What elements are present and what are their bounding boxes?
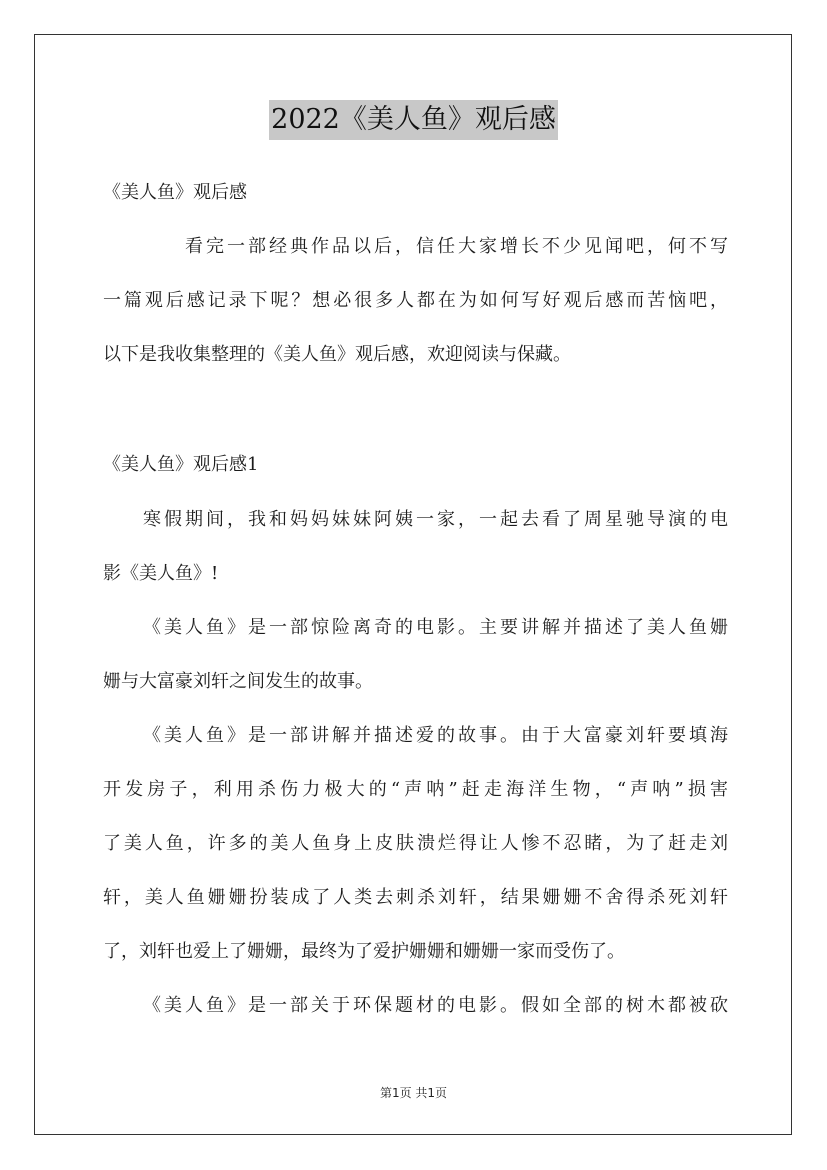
paragraph-line: 了，刘轩也爱上了姗姗，最终为了爱护姗姗和姗姗一家而受伤了。	[103, 941, 625, 962]
paragraph-line: 开发房子，利用杀伤力极大的“声呐”赶走海洋生物，“声呐”损害	[103, 779, 728, 800]
paragraph-line: 《美人鱼》是一部关于环保题材的电影。假如全部的树木都被砍	[143, 995, 728, 1016]
paragraph-line: 了美人鱼，许多的美人鱼身上皮肤溃烂得让人惨不忍睹，为了赶走刘	[103, 833, 728, 854]
paragraph-line: 轩，美人鱼姗姗扮装成了人类去刺杀刘轩，结果姗姗不舍得杀死刘轩	[103, 887, 728, 908]
paragraph-line: 看完一部经典作品以后，信任大家增长不少见闻吧，何不写	[185, 236, 728, 257]
paragraph-line: 寒假期间，我和妈妈妹妹阿姨一家，一起去看了周星驰导演的电	[143, 509, 728, 530]
paragraph-line: 《美人鱼》是一部讲解并描述爱的故事。由于大富豪刘轩要填海	[143, 725, 728, 746]
document-subtitle: 《美人鱼》观后感	[103, 182, 247, 203]
paragraph-line: 姗与大富豪刘轩之间发生的故事。	[103, 671, 373, 692]
title-container	[0, 100, 827, 140]
page-footer: 第1页 共1页	[379, 1086, 448, 1100]
paragraph-line: 一篇观后感记录下呢？想必很多人都在为如何写好观后感而苦恼吧，	[103, 290, 728, 311]
paragraph-line: 以下是我收集整理的《美人鱼》观后感，欢迎阅读与保藏。	[103, 344, 571, 365]
document-title: 2022《美人鱼》观后感	[269, 100, 558, 140]
paragraph-line: 影《美人鱼》!	[103, 563, 219, 584]
section-heading: 《美人鱼》观后感1	[103, 454, 259, 475]
paragraph-line: 《美人鱼》是一部惊险离奇的电影。主要讲解并描述了美人鱼姗	[143, 617, 728, 638]
